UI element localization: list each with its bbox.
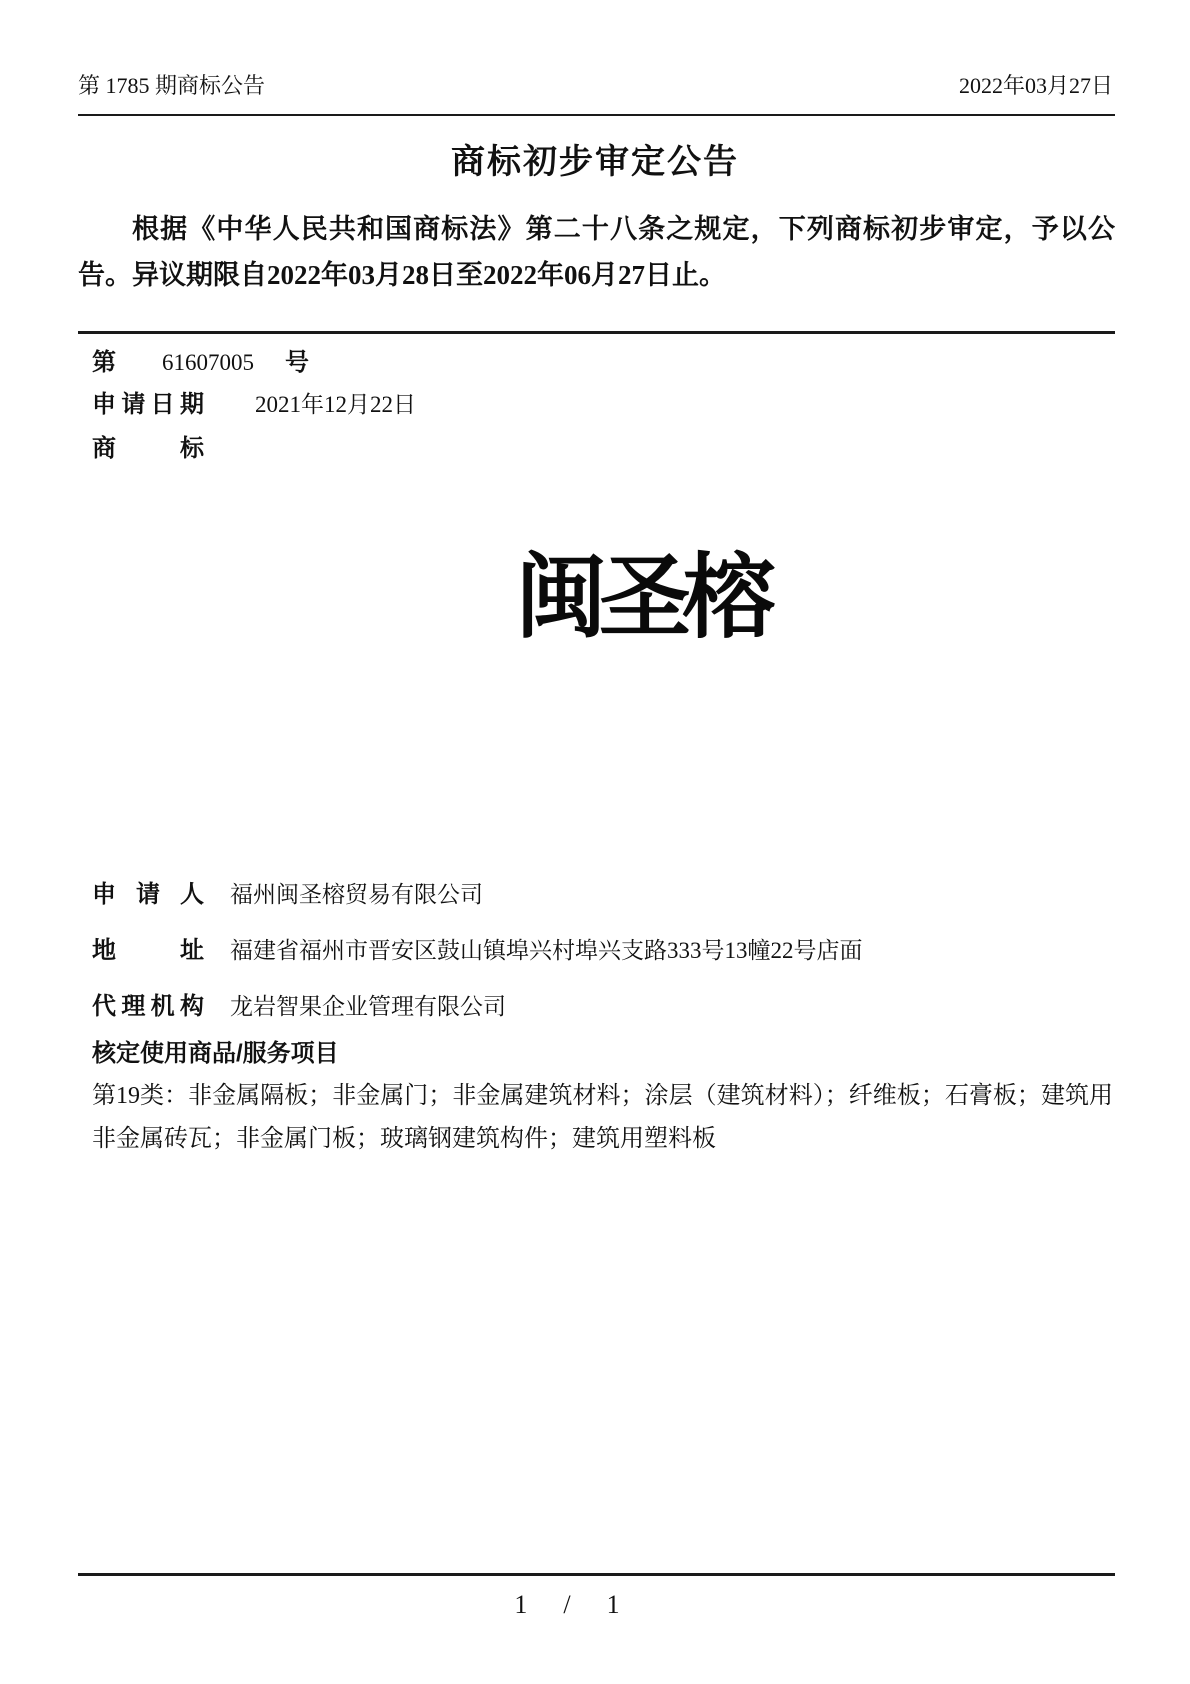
page-number-separator: / (563, 1590, 571, 1619)
gazette-date: 2022年03月27日 (958, 73, 1113, 98)
application-date-label: 申请日期 (92, 391, 204, 418)
footer-rule (78, 1573, 1115, 1576)
page-title: 商标初步审定公告 (451, 144, 739, 181)
registration-number-suffix: 号 (285, 349, 309, 376)
trademark-label-row (0, 432, 1115, 466)
gazette-issue-label: 第 1785 期商标公告 (78, 73, 266, 98)
application-date-row (0, 388, 1115, 422)
trademark-wordmark: 闽圣榕 (515, 547, 768, 649)
applicant-value: 福州闽圣榕贸易有限公司 (230, 882, 483, 907)
section-rule (78, 331, 1115, 334)
current-page-number: 1 (514, 1590, 528, 1619)
page-number (0, 1588, 1162, 1622)
goods-services-heading: 核定使用商品/服务项目 (92, 1040, 339, 1067)
total-page-number: 1 (606, 1590, 620, 1619)
address-value: 福建省福州市晋安区鼓山镇埠兴村埠兴支路333号13幢22号店面 (230, 938, 863, 963)
registration-number-prefix: 第 (92, 349, 116, 376)
address-label: 地址 (92, 937, 204, 964)
trademark-label: 商标 (92, 435, 204, 462)
applicant-row (0, 878, 1115, 912)
address-row (0, 934, 1115, 968)
registration-number: 61607005 (162, 350, 254, 375)
goods-services-list: 第19类：非金属隔板；非金属门；非金属建筑材料；涂层（建筑材料）；纤维板；石膏板；建筑用非金属砖瓦；非金属门板；玻璃钢建筑构件；建筑用塑料板 (92, 1083, 1113, 1152)
agency-value: 龙岩智果企业管理有限公司 (230, 994, 506, 1019)
applicant-label: 申请人 (92, 881, 204, 908)
application-date-value: 2021年12月22日 (255, 392, 416, 417)
header-rule (78, 114, 1115, 116)
announcement-intro: 根据《中华人民共和国商标法》第二十八条之规定，下列商标初步审定，予以公告。异议期限自2022年03月28日至2022年06月27日止。 (78, 214, 1115, 290)
agency-row (0, 990, 1115, 1024)
registration-number-row (0, 346, 1115, 380)
agency-label: 代理机构 (92, 993, 204, 1020)
